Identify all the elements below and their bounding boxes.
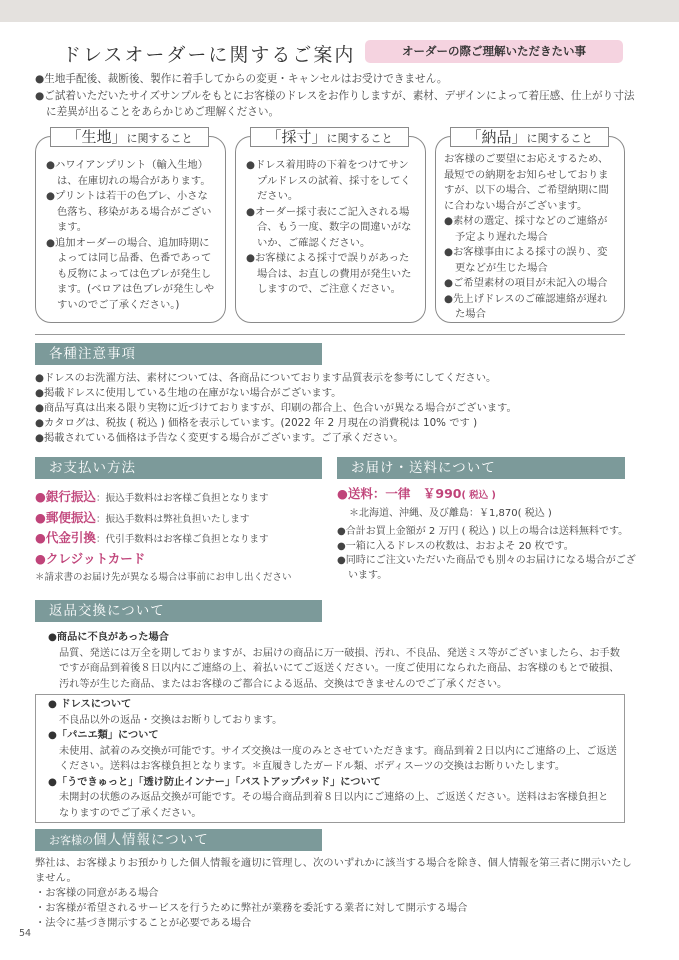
privacy-text <box>35 856 635 931</box>
list-item: ●ご希望素材の項目が未記入の場合 <box>444 277 608 289</box>
shipping-list <box>337 487 637 583</box>
list-item: ●お客様事由による採寸の誤り、変更などが生じた場合 <box>444 246 608 274</box>
list-item: ●先上げドレスのご確認連絡が遅れた場合 <box>444 292 608 320</box>
list-item: ●追加オーダーの場合、追加時期によっては同じ品番、色番であっても反物によっては色ブレが発生します。(ベロアは色ブレが発生しやすいのでご了承ください。) <box>46 236 215 311</box>
list-item: ●掲載されている価格は予告なく変更する場合がございます。ご了承ください。 <box>35 432 404 444</box>
inner-head: ●「うできゅっと」「透け防止インナー」「バストアップパッド」について <box>48 776 381 788</box>
list-item: ●カタログは、税抜 ( 税込 ) 価格を表示しています。(2022 年 2 月現在の消費税は 10% です ) <box>35 417 478 429</box>
list-item: ●合計お買上金額が 2 万円 ( 税込 ) 以上の場合は送料無料です。 <box>337 526 629 537</box>
measure-box-label: 「採寸」に関すること <box>250 127 409 147</box>
list-item: ●素材の選定、採寸などのご連絡が予定より遅れた場合 <box>444 215 608 243</box>
list-item: ・法令に基づき開示することが必要である場合 <box>35 917 252 929</box>
list-item: ●ハワイアンプリント（輸入生地）は、在庫切れの場合があります。 <box>46 159 211 187</box>
page-number: 54 <box>19 928 32 939</box>
list-item: ・お客様の同意がある場合 <box>35 887 159 899</box>
list-item: ・お客様が希望されるサービスを行うために弊社が業務を委託する業者に対して開示する場合 <box>35 902 468 914</box>
page-title: ドレスオーダーに関するご案内 <box>62 44 356 66</box>
intro-notes <box>35 71 635 121</box>
list-item: ●商品写真は出来る限り実物に近づけておりますが、印刷の都合上、色合いが異なる場合がございます。 <box>35 402 517 414</box>
returns-defect-body: 品質、発送には万全を期しておりますが、お届けの商品に万一破損、汚れ、不良品、発送ミス等がございましたら、お手数ですが商品到着後８日以内にご連絡の上、着払いにてご返送ください。一度ご使用になられた商品、お客様のもとで破損、汚れ等が生じた商品、またはお客様のご都合による返品、交換はできませんのでご了承ください。 <box>59 647 620 690</box>
divider <box>35 334 625 335</box>
payment-method: 代金引換 <box>45 530 96 545</box>
shipping-islands: ＊北海道、沖縄、及び離島：￥1,870( 税込 ) <box>349 507 552 519</box>
payment-method: 郵便振込 <box>45 509 96 525</box>
list-item: ●プリントは若干の色ブレ、小さな色落ち、移染がある場合がございます。 <box>46 190 212 233</box>
list-item: ●ドレス着用時の下着をつけてサンプルドレスの試着、採寸をしてください。 <box>246 159 411 202</box>
shipping-heading: お届け・送料について <box>337 457 625 479</box>
notes-list <box>35 371 635 446</box>
payment-note: ＊請求書のお届け先が異なる場合は事前にお申し出ください <box>35 572 292 583</box>
dress-body: 不良品以外の返品・交換はお断りしております。 <box>59 714 283 726</box>
pannier-head: ●「パニエ類」について <box>48 730 159 741</box>
payment-row-postal: ●郵便振込：振込手数料は弊社負担いたします <box>35 509 250 525</box>
payment-method: 銀行振込 <box>45 489 96 504</box>
list-item: ●一箱に入るドレスの枚数は、おおよそ 20 枚です。 <box>337 540 574 552</box>
payment-heading: お支払い方法 <box>35 457 322 479</box>
privacy-lead: 弊社は、お客様よりお預かりした個人情報を適切に管理し、次のいずれかに該当する場合を除き、個人情報を第三者に開示いたしません。 <box>35 857 632 884</box>
list-item: ●掲載ドレスに使用している生地の在庫がない場合がございます。 <box>35 387 342 399</box>
privacy-heading: お客様の個人情報について <box>35 829 322 851</box>
payment-method: クレジットカード <box>45 550 146 566</box>
shipping-fee: ●送料：一律 ￥990( 税込 ) <box>337 486 496 501</box>
pannier-body: 未使用、試着のみ交換が可能です。サイズ交換は一度のみとさせていただきます。商品到着２日以内にご連絡の上、ご返送ください。送料はお客様負担となります。＊直履きしたガードル類、ボディスーツの交換はお断りいたします。 <box>59 745 617 772</box>
returns-heading: 返品交換について <box>35 600 322 622</box>
measure-box-text <box>246 158 418 298</box>
returns-box-text <box>48 697 618 821</box>
notes-heading: 各種注意事項 <box>35 343 322 365</box>
intro-line: ●生地手配後、裁断後、製作に着手してからの変更・キャンセルはお受けできません。 <box>35 73 448 85</box>
list-item: ●同時にご注文いただいた商品でも別々のお届けになる場合がございます。 <box>337 555 636 581</box>
list-item: ●ドレスのお洗濯方法、素材については、各商品についております品質表示を参考にしてください。 <box>35 372 497 384</box>
title-badge: オーダーの際ご理解いただきたい事 <box>365 40 623 63</box>
delivery-box-text <box>444 152 616 323</box>
payment-list <box>35 487 335 583</box>
fabric-box-label: 「生地」に関すること <box>50 127 209 147</box>
payment-row-bank: ●銀行振込：振込手数料はお客様ご負担となります <box>35 489 269 504</box>
intro-line: ●ご試着いただいたサイズサンプルをもとにお客様のドレスをお作りしますが、素材、デザインによって着圧感、仕上がり寸法に差異が出ることをあらかじめご理解ください。 <box>35 89 635 118</box>
fabric-box-text <box>46 158 218 313</box>
list-item: ●オーダー採寸表にご記入される場合、もう一度、数字の間違いがないか、ご確認ください。 <box>246 205 412 249</box>
returns-defect-head: ●商品に不良があった場合 <box>48 632 169 643</box>
inner-body: 未開封の状態のみ返品交換が可能です。その場合商品到着８日以内にご連絡の上、ご返送ください。送料はお客様負担となりますのでご了承ください。 <box>59 792 609 819</box>
list-item: ●お客様による採寸で誤りがあった場合は、お直しの費用が発生いたしますので、ご注意ください。 <box>246 252 412 295</box>
payment-row-cod: ●代金引換：代引手数料はお客様ご負担となります <box>35 530 269 545</box>
returns-defect <box>48 630 628 692</box>
delivery-lead: お客様のご要望にお応えするため、最短での納期をお知らせしておりますが、以下の場合、ご希望納期に間に合わない場合がございます。 <box>444 153 609 212</box>
top-band <box>0 0 679 22</box>
dress-head: ● ドレスについて <box>48 699 132 710</box>
payment-row-card: ●クレジットカード <box>35 550 146 566</box>
delivery-box-label: 「納品」に関すること <box>450 127 609 147</box>
